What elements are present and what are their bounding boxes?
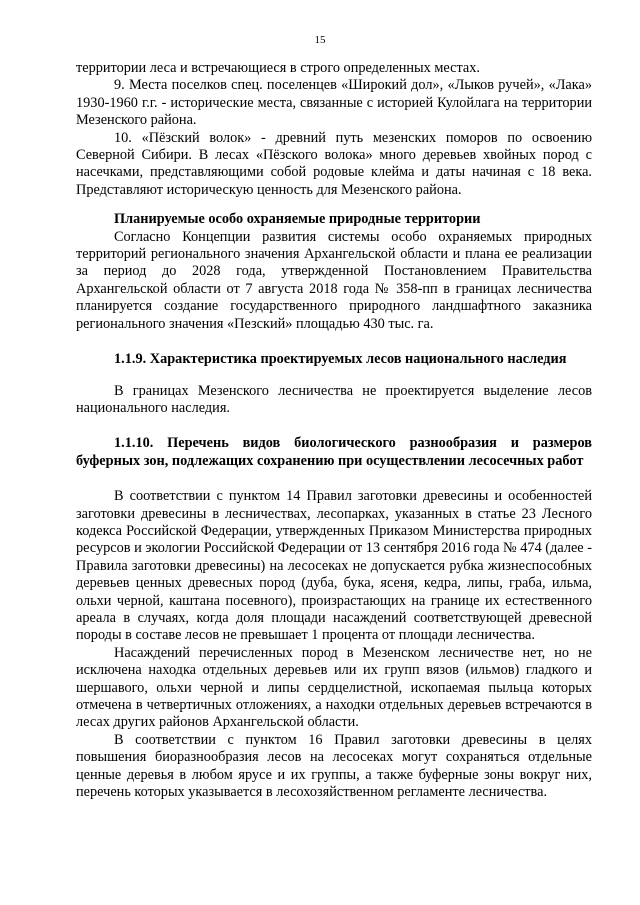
paragraph-forest-territory: территории леса и встречающиеся в строго определенных местах. (76, 60, 480, 76)
paragraph-section-1-1-9: В границах Мезенского лесничества не проектируется выделение лесов национального наследия. (76, 382, 592, 416)
heading-section-1-1-10: 1.1.10. Перечень видов биологического разнообразия и размеров буферных зон, подлежащих сохранению при осуществлении лесосечных работ (76, 435, 592, 469)
document-body (76, 60, 592, 801)
paragraph-concept: Согласно Концепции развития системы особо охраняемых природных территорий регионального значения Архангельской области и плана ее реализации за период до 2028 года, утвержденной Постановлением Правительства Архангельской области от 7 августа 2018 года № 358-пп в границах лесничества планируется создание государственного природного ландшафтного заказника регионального значения «Пезский» площадью 430 тыс. га. (76, 228, 592, 332)
page-number: 15 (314, 34, 326, 46)
paragraph-item-9: 9. Места поселков спец. поселенцев «Широкий дол», «Лыков ручей», «Лака» 1930-1960 г.г. - исторические места, связанные с историей Кулойлага на территории Мезенского района. (76, 77, 592, 129)
paragraph-section-1-1-10-rules: В соответствии с пунктом 14 Правил заготовки древесины и особенностей заготовки древесины в лесничествах, лесопарках, указанных в статье 23 Лесного кодекса Российской Федерации, утвержденных Приказом Министерства природных ресурсов и экологии Российской Федерации от 13 сентября 2016 года № 474 (далее - Правила заготовки древесины) на лесосеках не допускается рубка жизнеспособных деревьев ценных древесных пород (дуба, бука, ясеня, кедра, липы, граба, ильма, ольхи черной, каштана посевного), произрастающих на границе их естественного ареала в случаях, когда доля площади насаждений соответствующей древесной породы в составе лесов не превышает 1 процента от площади лесничества. (76, 488, 592, 644)
heading-section-1-1-9: 1.1.9. Характеристика проектируемых лесов национального наследия (114, 351, 567, 368)
paragraph-section-1-1-10-buffer: В соответствии с пунктом 16 Правил заготовки древесины в целях повышения биоразнообразия лесов на лесосеках могут сохраняться отдельные ценные деревья в любом ярусе и их группы, а также буферные зоны вокруг них, перечень которых указывается в лесохозяйственном регламенте лесничества. (76, 731, 592, 801)
paragraph-section-1-1-10-species: Насаждений перечисленных пород в Мезенском лесничестве нет, но не исключена находка отдельных деревьев или их групп вязов (ильмов) гладкого и шершавого, ольхи черной и липы сердцелистной, ископаемая пыльца которых отмечена в четвертичных отложениях, а находки отдельных деревьев встречаются в лесах других районов Архангельской области. (76, 644, 592, 731)
heading-planned-protected-areas: Планируемые особо охраняемые природные территории (114, 211, 481, 228)
paragraph-item-10: 10. «Пёзский волок» - древний путь мезенских поморов по освоению Северной Сибири. В лесах «Пёзского волока» много деревьев хвойных пород с насечками, представляющими собой родовые клейма и даты начиная с 18 века. Представляют историческую ценность для Мезенского района. (76, 129, 592, 198)
